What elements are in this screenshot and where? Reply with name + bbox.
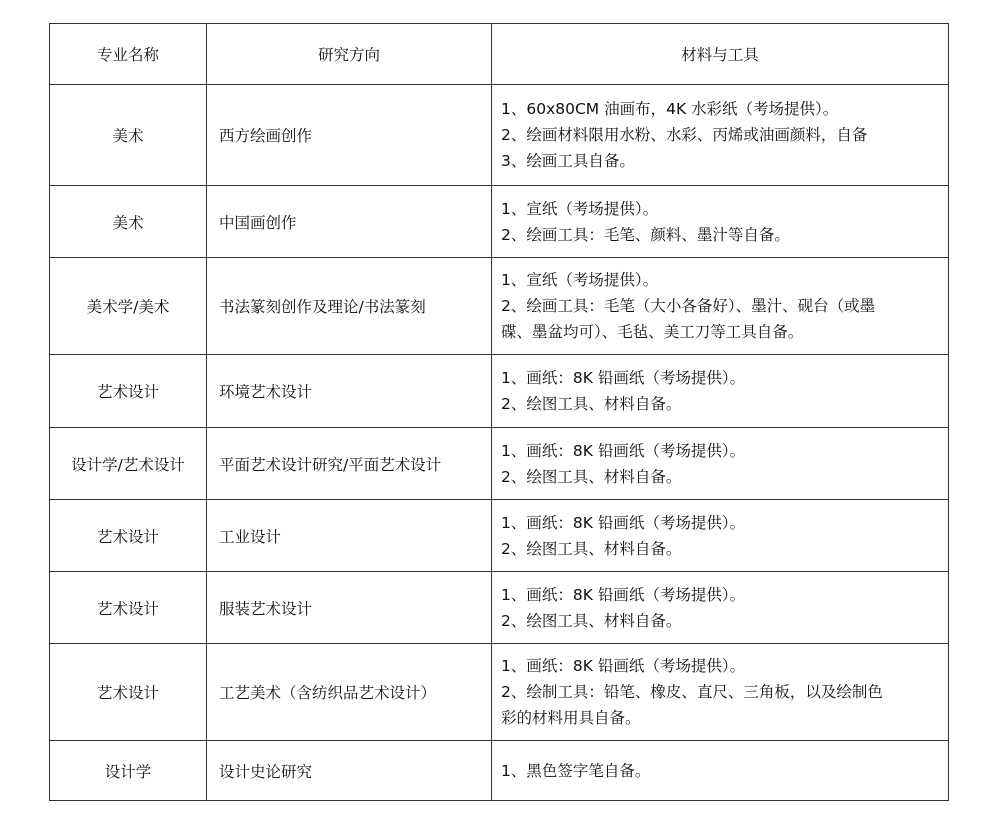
major-cell: 美术: [50, 85, 207, 186]
material-line: 1、画纸：8K 铅画纸（考场提供）。: [501, 657, 746, 675]
materials-cell: [492, 428, 949, 500]
direction-cell: 设计史论研究: [207, 741, 492, 801]
materials-cell: [492, 186, 949, 258]
direction-cell: 中国画创作: [207, 186, 492, 258]
table-row: [50, 258, 949, 355]
materials-cell: [492, 258, 949, 355]
direction-cell: 平面艺术设计研究/平面艺术设计: [207, 428, 492, 500]
table-row: [50, 186, 949, 258]
table-row: [50, 85, 949, 186]
major-cell: 艺术设计: [50, 572, 207, 644]
material-line: 1、画纸：8K 铅画纸（考场提供）。: [501, 513, 746, 532]
table-header: [50, 24, 949, 85]
header-materials: 材料与工具: [492, 24, 949, 85]
major-cell: 艺术设计: [50, 355, 207, 428]
materials-cell: [492, 572, 949, 644]
materials-cell: [492, 644, 949, 741]
materials-cell: [492, 741, 949, 801]
direction-cell: 服装艺术设计: [207, 572, 492, 644]
major-cell: 艺术设计: [50, 500, 207, 572]
table-row: [50, 500, 949, 572]
header-direction: 研究方向: [207, 24, 492, 85]
material-line: 1、黑色签字笔自备。: [501, 761, 651, 780]
material-line: 3、绘画工具自备。: [501, 152, 635, 170]
materials-cell: [492, 85, 949, 186]
direction-cell: 书法篆刻创作及理论/书法篆刻: [207, 258, 492, 355]
table-row: [50, 355, 949, 428]
material-line: 2、绘制工具：铅笔、橡皮、直尺、三角板，以及绘制色: [501, 683, 883, 701]
material-line: 1、画纸：8K 铅画纸（考场提供）。: [501, 441, 746, 460]
table-body: [50, 85, 949, 801]
material-line: 1、画纸：8K 铅画纸（考场提供）。: [501, 585, 746, 604]
major-cell: 美术: [50, 186, 207, 258]
material-line: 2、绘图工具、材料自备。: [501, 395, 682, 413]
material-line: 2、绘图工具、材料自备。: [501, 467, 682, 486]
table-row: [50, 741, 949, 801]
table-row: [50, 572, 949, 644]
materials-cell: [492, 500, 949, 572]
material-line: 2、绘画材料限用水粉、水彩、丙烯或油画颜料，自备: [501, 126, 868, 144]
major-cell: 设计学: [50, 741, 207, 801]
direction-cell: 工业设计: [207, 500, 492, 572]
major-cell: 美术学/美术: [50, 258, 207, 355]
direction-cell: 环境艺术设计: [207, 355, 492, 428]
material-line: 2、绘画工具：毛笔（大小各备好）、墨汁、砚台（或墨: [501, 297, 876, 315]
materials-cell: [492, 355, 949, 428]
direction-cell: 西方绘画创作: [207, 85, 492, 186]
header-major: 专业名称: [50, 24, 207, 85]
material-line: 1、60x80CM 油画布，4K 水彩纸（考场提供）。: [501, 100, 839, 118]
direction-cell: 工艺美术（含纺织品艺术设计）: [207, 644, 492, 741]
header-row: [50, 24, 949, 85]
material-line: 1、宣纸（考场提供）。: [501, 271, 659, 289]
material-line: 1、画纸：8K 铅画纸（考场提供）。: [501, 369, 746, 387]
material-line: 彩的材料用具自备。: [501, 709, 641, 727]
major-cell: 艺术设计: [50, 644, 207, 741]
materials-table: [49, 23, 949, 801]
material-line: 2、绘图工具、材料自备。: [501, 539, 682, 558]
major-cell: 设计学/艺术设计: [50, 428, 207, 500]
material-line: 1、宣纸（考场提供）。: [501, 199, 659, 218]
material-line: 2、绘画工具：毛笔、颜料、墨汁等自备。: [501, 225, 790, 244]
material-line: 碟、墨盆均可）、毛毡、美工刀等工具自备。: [501, 323, 804, 341]
table-row: [50, 644, 949, 741]
table-row: [50, 428, 949, 500]
material-line: 2、绘图工具、材料自备。: [501, 611, 682, 630]
